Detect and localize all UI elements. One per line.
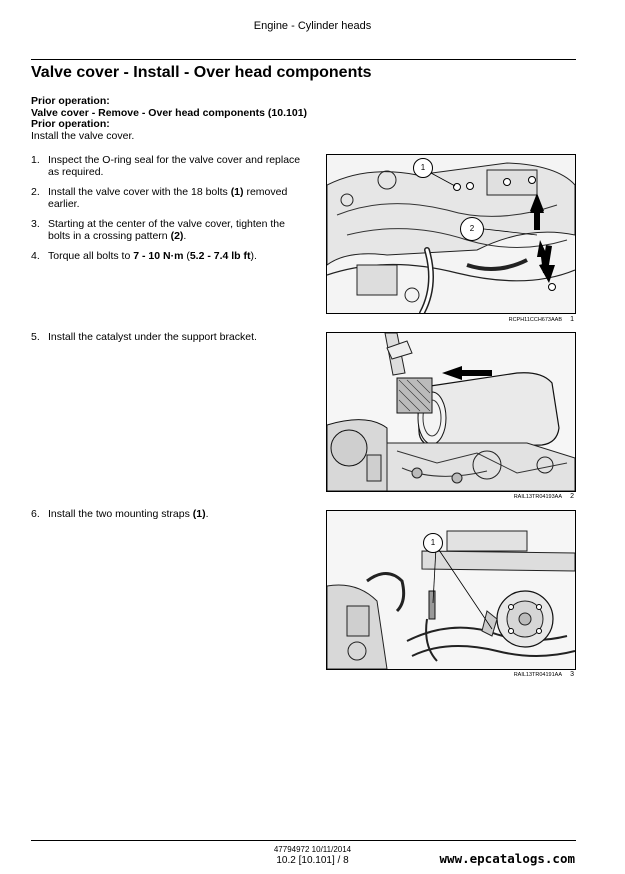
callout-1: 1 <box>423 533 443 553</box>
step-number: 1. <box>31 154 40 166</box>
figure-code: RAIL13TR04193AA <box>513 494 562 500</box>
figure-number: 1 <box>570 316 574 323</box>
step-number: 2. <box>31 186 40 198</box>
step-6 <box>31 508 306 520</box>
step-text: Torque all bolts to 7 - 10 N·m (5.2 - 7.4 lb ft). <box>48 250 257 262</box>
page-title: Valve cover - Install - Over head components <box>31 64 372 81</box>
figure-3-mounting-straps-photo <box>326 510 576 670</box>
callout-2: 2 <box>460 217 484 241</box>
document-code: 47794972 10/11/2014 <box>273 845 352 854</box>
step-text: Install the valve cover with the 18 bolts (1) removed earlier. <box>48 186 288 210</box>
step-text: Inspect the O-ring seal for the valve cover and replace as required. <box>48 154 301 178</box>
footer-rule <box>31 840 576 841</box>
step-text: Install the two mounting straps (1). <box>48 508 209 520</box>
figure-number: 2 <box>570 493 574 500</box>
running-header: Engine - Cylinder heads <box>253 20 372 32</box>
callout-1: 1 <box>413 158 433 178</box>
figure-code: RCPH11CCH673AAB <box>508 317 562 323</box>
page-number: 10.2 [10.101] / 8 <box>276 855 349 866</box>
prior-operations <box>31 96 307 142</box>
figure-number: 3 <box>570 671 574 678</box>
step-number: 3. <box>31 218 40 230</box>
prior-reference-link[interactable]: Valve cover - Remove - Over head components (10.101) <box>31 106 308 119</box>
step-text: Install the catalyst under the support bracket. <box>48 331 257 343</box>
step-5 <box>31 331 306 343</box>
step-number: 4. <box>31 250 40 262</box>
step-3 <box>31 218 306 242</box>
step-number: 5. <box>31 331 40 343</box>
step-2 <box>31 186 306 210</box>
step-number: 6. <box>31 508 40 520</box>
step-4 <box>31 250 306 262</box>
prior-text-2: Install the valve cover. <box>31 129 135 142</box>
watermark-url: www.epcatalogs.com <box>439 851 575 866</box>
figure-1-valve-cover-photo <box>326 154 576 314</box>
header-rule <box>31 59 576 60</box>
prior-label-2: Prior operation: <box>31 118 110 130</box>
step-text: Starting at the center of the valve cover, tighten the bolts in a crossing pattern (2). <box>48 218 285 242</box>
figure-2-catalyst-photo <box>326 332 576 492</box>
step-1 <box>31 154 306 178</box>
prior-label-1: Prior operation: <box>31 95 110 107</box>
figure-code: RAIL13TR04191AA <box>513 672 562 678</box>
